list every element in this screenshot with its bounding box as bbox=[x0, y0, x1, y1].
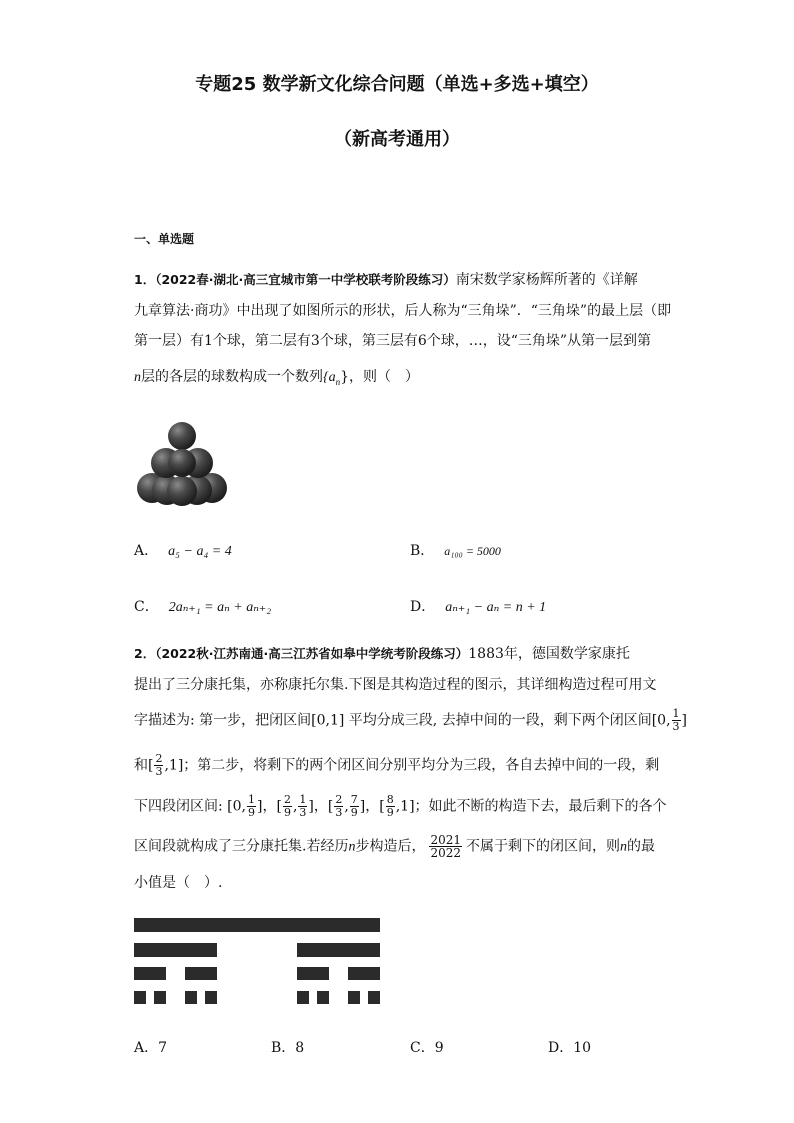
q2-line-5: 下四段闭区间: [0, $\frac{1}{9}$ ]，[ $\frac{2}{9}$ , $\frac{1}{3}$ ]，[ $\frac{2}{3}$ , $\frac{7}{9}$ ]，[ $\frac{8}{9}$ ,1]；如此不断的构造下去，最后剩下的各个 bbox=[134, 793, 667, 819]
q1-line-4: n层的各层的球数构成一个数列$\{a_n\}$，则（ ） bbox=[134, 369, 420, 387]
ball-pile bbox=[137, 422, 227, 506]
q2-option-d[interactable]: D．10 bbox=[548, 1040, 592, 1056]
q1-line-2: 九章算法·商功》中出现了如图所示的形状，后人称为“三角垛”．“三角垛”的最上层（即 bbox=[134, 303, 672, 319]
q1-source: （2022春·湖北·高三宜城市第一中学校联考阶段练习） bbox=[155, 272, 456, 287]
cantor-step-2-bar bbox=[348, 967, 380, 980]
q1-option-d[interactable]: D． aₙ₊₁ − aₙ = n + 1 bbox=[410, 599, 547, 615]
q2-text: 1883年，德国数学家康托 bbox=[468, 646, 630, 662]
q1-line-3: 第一层）有1个球，第二层有3个球，第三层有6个球，…，设“三角垛”从第一层到第 bbox=[134, 333, 652, 349]
cantor-step-0-bar bbox=[134, 918, 380, 932]
cantor-step-2-bar bbox=[134, 967, 166, 980]
q2-line-6: 区间段就构成了三分康托集.若经历n步构造后， $\frac{2021}{2022}$ 不属于剩下的闭区间，则n的最 bbox=[134, 833, 655, 860]
cantor-step-2-bar bbox=[185, 967, 217, 980]
q2-source: （2022秋·江苏南通·高三江苏省如皋中学统考阶段练习） bbox=[155, 646, 469, 661]
q1-text: 南宋数学家杨辉所著的《详解 bbox=[455, 272, 638, 288]
cantor-step-3-bar bbox=[368, 991, 380, 1004]
cantor-step-3-bar bbox=[185, 991, 197, 1004]
cantor-step-3-bar bbox=[317, 991, 329, 1004]
page-title: 专题25 数学新文化综合问题（单选+多选+填空） bbox=[195, 74, 599, 95]
q2-option-b[interactable]: B．8 bbox=[271, 1040, 305, 1056]
q2-option-c[interactable]: C．9 bbox=[410, 1040, 444, 1056]
cantor-step-2-bar bbox=[297, 967, 329, 980]
cantor-step-1-bar bbox=[134, 943, 217, 957]
cantor-step-3-bar bbox=[154, 991, 166, 1004]
cantor-step-3-bar bbox=[205, 991, 217, 1004]
cantor-step-1-bar bbox=[297, 943, 380, 957]
cantor-step-3-bar bbox=[348, 991, 360, 1004]
q2-line-3: 字描述为: 第一步，把闭区间[0,1] 平均分成三段, 去掉中间的一段，剩下两个闭区间[0, $\frac{1}{3}$ ] bbox=[134, 707, 687, 733]
q2-line-7: 小值是（ ）. bbox=[134, 875, 223, 891]
q1-number: 1． bbox=[134, 272, 156, 287]
q1-option-a[interactable]: A． a₅ − a₄ = 4 bbox=[134, 543, 232, 559]
triangle-pile-figure bbox=[132, 418, 232, 510]
q2-option-a[interactable]: A．7 bbox=[134, 1040, 168, 1056]
cantor-step-3-bar bbox=[297, 991, 309, 1004]
section-heading: 一、单选题 bbox=[134, 232, 195, 246]
q2-line-2: 提出了三分康托集，亦称康托尔集.下图是其构造过程的图示，其详细构造过程可用文 bbox=[134, 677, 657, 693]
q1-option-b[interactable]: B． a₁₀₀ = 5000 bbox=[410, 543, 501, 559]
q2-number: 2． bbox=[134, 646, 156, 661]
q1-option-c[interactable]: C． 2aₙ₊₁ = aₙ + aₙ₊₂ bbox=[134, 599, 272, 615]
q2-line-4: 和[ $\frac{2}{3}$ ,1]；第二步，将剩下的两个闭区间分别平均分为三段，各自去掉中间的一段，剩 bbox=[134, 752, 660, 778]
page-subtitle: （新高考通用） bbox=[334, 129, 460, 150]
q2-line-1 bbox=[134, 644, 630, 664]
q1-line-1 bbox=[134, 270, 638, 290]
cantor-step-3-bar bbox=[134, 991, 146, 1004]
